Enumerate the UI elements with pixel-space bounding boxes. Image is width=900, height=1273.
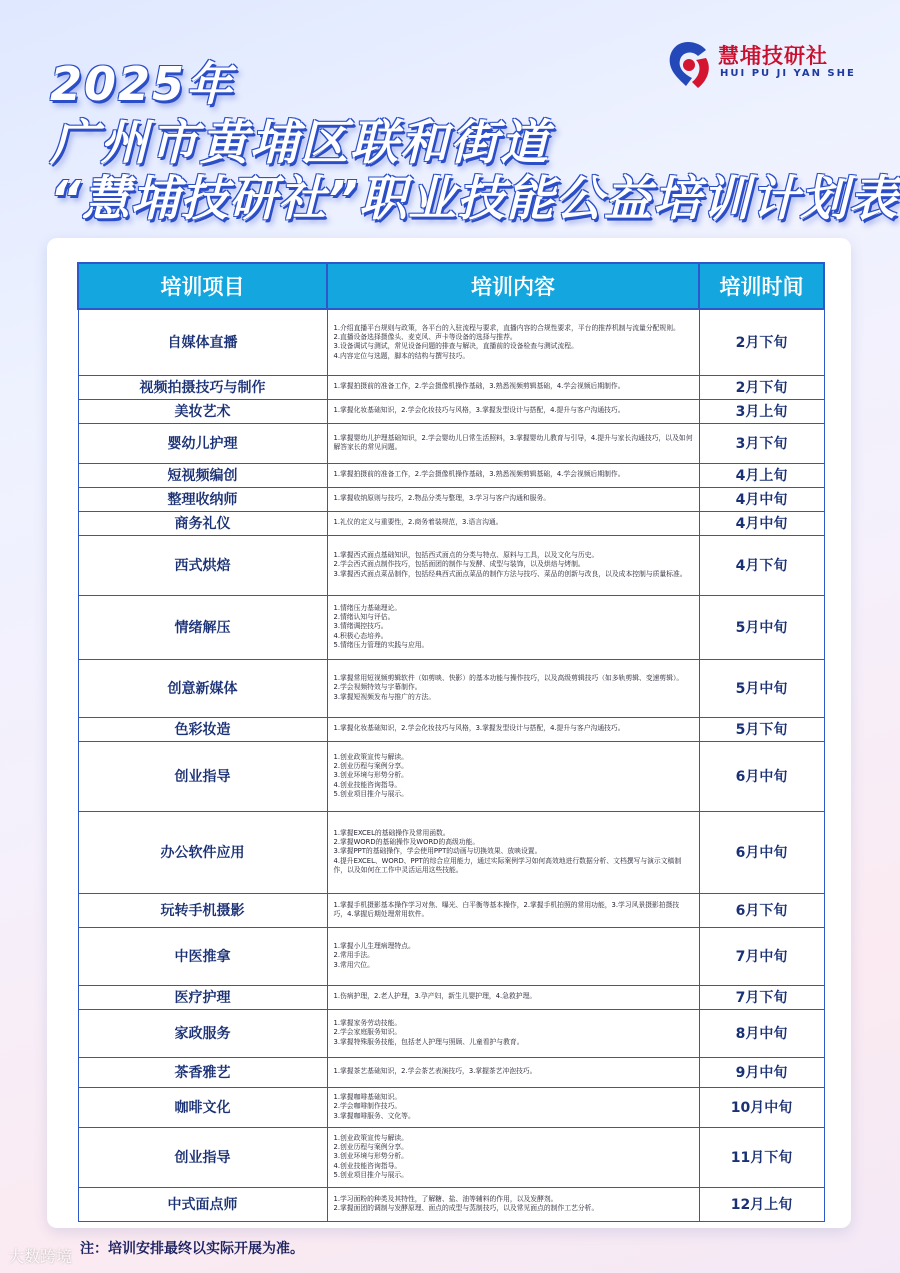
project-name: 整理收纳师 (78, 487, 327, 511)
project-content (327, 1009, 699, 1057)
table-row (78, 985, 824, 1009)
content-line: 2.学会西式面点制作技巧，包括面团的制作与发酵、成型与装饰，以及烘焙与烤制。 (333, 560, 585, 569)
table-row (78, 927, 824, 985)
project-name: 创业指导 (78, 741, 327, 811)
content-line: 4.内容定位与选题，脚本的结构与撰写技巧。 (333, 351, 470, 360)
content-line: 4.创业技能咨询指导。 (333, 780, 402, 789)
project-content (327, 423, 699, 463)
project-name: 咖啡文化 (78, 1087, 327, 1127)
project-content (327, 1187, 699, 1221)
project-name: 茶香雅艺 (78, 1057, 327, 1087)
project-name: 医疗护理 (78, 985, 327, 1009)
project-time: 5月中旬 (699, 659, 824, 717)
table-row (78, 511, 824, 535)
project-name: 玩转手机摄影 (78, 893, 327, 927)
table-row (78, 1009, 824, 1057)
project-content (327, 811, 699, 893)
project-content (327, 893, 699, 927)
content-line: 3.掌握特殊服务技能，包括老人护理与照顾、儿童看护与教育。 (333, 1037, 524, 1046)
table-row (78, 375, 824, 399)
content-line: 1.掌握婴幼儿护理基础知识，2.学会婴幼儿日常生活照料，3.掌握婴幼儿教育与引导，4.提升与家长沟通技巧，以及如何解答家长的常见问题。 (333, 433, 693, 451)
content-line: 1.掌握咖啡基础知识。 (333, 1092, 402, 1101)
project-time: 4月下旬 (699, 535, 824, 595)
project-name: 创意新媒体 (78, 659, 327, 717)
content-line: 2.创业历程与案例分享。 (333, 1142, 408, 1151)
project-content (327, 487, 699, 511)
project-time: 3月下旬 (699, 423, 824, 463)
table-row (78, 811, 824, 893)
table-row (78, 399, 824, 423)
project-name: 色彩妆造 (78, 717, 327, 741)
content-line: 1.学习面粉的种类及其特性，了解糖、盐、油等辅料的作用，以及发酵剂。 (333, 1194, 558, 1203)
content-line: 1.掌握拍摄前的准备工作，2.学会摄像机操作基础，3.熟悉视频剪辑基础，4.学会视频后期制作。 (333, 470, 625, 479)
project-time: 9月中旬 (699, 1057, 824, 1087)
project-content (327, 985, 699, 1009)
table-row (78, 535, 824, 595)
table-row (78, 463, 824, 487)
content-line: 1.介绍直播平台规则与政策，各平台的入驻流程与要求，直播内容的合规性要求，平台的推荐机制与流量分配规则。 (333, 323, 680, 332)
content-line: 1.掌握化妆基础知识，2.学会化妆技巧与风格，3.掌握发型设计与搭配，4.提升与客户沟通技巧。 (333, 406, 625, 415)
content-line: 2.创业历程与案例分享。 (333, 761, 408, 770)
project-content (327, 1127, 699, 1187)
content-line: 3.掌握咖啡服务、文化等。 (333, 1111, 415, 1120)
table-row (78, 659, 824, 717)
schedule-card (47, 238, 851, 1228)
content-line: 1.掌握常用短视频剪辑软件（如剪映、快影）的基本功能与操作技巧，以及高级剪辑技巧（如多轨剪辑、变速剪辑）。 (333, 673, 684, 682)
project-name: 办公软件应用 (78, 811, 327, 893)
content-line: 1.掌握小儿生理病理特点。 (333, 941, 415, 950)
content-line: 1.掌握拍摄前的准备工作，2.学会摄像机操作基础，3.熟悉视频剪辑基础，4.学会视频后期制作。 (333, 382, 625, 391)
project-name: 中式面点师 (78, 1187, 327, 1221)
content-line: 3.情绪调控技巧。 (333, 622, 388, 631)
project-name: 婴幼儿护理 (78, 423, 327, 463)
table-row (78, 1087, 824, 1127)
project-name: 商务礼仪 (78, 511, 327, 535)
footnote: 注：培训安排最终以实际开展为准。 (80, 1241, 304, 1257)
content-line: 1.掌握EXCEL的基础操作及常用函数。 (333, 828, 450, 837)
project-content (327, 1057, 699, 1087)
content-line: 2.直播设备选择摄像头、麦克风、声卡等设备的选择与推荐。 (333, 332, 517, 341)
project-time: 2月下旬 (699, 309, 824, 375)
content-line: 2.学会家庭服务知识。 (333, 1028, 402, 1037)
content-line: 1.掌握手机摄影基本操作学习对焦、曝光、白平衡等基本操作，2.掌握手机拍照的常用功能，3.学习风景摄影拍摄技巧，4.掌握后期处理常用软件。 (333, 900, 680, 918)
title-district: 广州市黄埔区联和街道 (50, 115, 551, 171)
content-line: 3.设备调试与测试，常见设备问题的排查与解决，直播前的设备检查与测试流程。 (333, 342, 578, 351)
content-line: 2.常用手法。 (333, 951, 374, 960)
logo (662, 34, 856, 94)
content-line: 3.掌握短视频发布与推广的方法。 (333, 692, 436, 701)
table-row (78, 717, 824, 741)
content-line: 1.创业政策宣传与解读。 (333, 752, 408, 761)
content-line: 5.创业项目推介与展示。 (333, 1171, 408, 1180)
project-content (327, 741, 699, 811)
title-year: 2025年 (50, 57, 235, 111)
table-row (78, 309, 824, 375)
project-name: 西式烘焙 (78, 535, 327, 595)
project-time: 8月中旬 (699, 1009, 824, 1057)
project-name: 短视频编创 (78, 463, 327, 487)
logo-name: 慧埔技研社 (718, 44, 828, 68)
project-name: 情绪解压 (78, 595, 327, 659)
project-time: 12月上旬 (699, 1187, 824, 1221)
table-row (78, 1187, 824, 1221)
project-time: 4月上旬 (699, 463, 824, 487)
project-content (327, 309, 699, 375)
content-line: 1.掌握家务劳动技能。 (333, 1018, 402, 1027)
content-line: 1.创业政策宣传与解读。 (333, 1133, 408, 1142)
title-plan: “慧埔技研社”职业技能公益培训计划表 (50, 171, 898, 227)
project-time: 6月中旬 (699, 811, 824, 893)
content-line: 2.掌握WORD的基础操作及WORD的高级功能。 (333, 837, 480, 846)
project-time: 3月上旬 (699, 399, 824, 423)
project-name: 美妆艺术 (78, 399, 327, 423)
content-line: 1.情绪压力基础理论。 (333, 603, 402, 612)
project-time: 6月中旬 (699, 741, 824, 811)
header-content: 培训内容 (327, 263, 699, 309)
header-project: 培训项目 (78, 263, 327, 309)
table-row (78, 1127, 824, 1187)
table-row (78, 595, 824, 659)
content-line: 3.创业环境与形势分析。 (333, 771, 408, 780)
table-row (78, 893, 824, 927)
content-line: 3.常用穴位。 (333, 960, 374, 969)
project-content (327, 399, 699, 423)
project-time: 7月中旬 (699, 927, 824, 985)
project-time: 7月下旬 (699, 985, 824, 1009)
project-time: 4月中旬 (699, 487, 824, 511)
project-content (327, 659, 699, 717)
project-content (327, 927, 699, 985)
table-row (78, 487, 824, 511)
content-line: 4.积极心态培养。 (333, 631, 388, 640)
project-time: 4月中旬 (699, 511, 824, 535)
project-time: 10月中旬 (699, 1087, 824, 1127)
watermark: 大数跨境 (8, 1247, 73, 1266)
schedule-table (77, 262, 825, 1222)
header-time: 培训时间 (699, 263, 824, 309)
project-name: 自媒体直播 (78, 309, 327, 375)
content-line: 2.学会咖啡制作技巧。 (333, 1102, 402, 1111)
table-header-row (78, 263, 824, 309)
project-time: 6月下旬 (699, 893, 824, 927)
content-line: 3.掌握西式面点菜品制作，包括经典西式面点菜品的制作方法与技巧、菜品的创新与改良，以及成本控制与质量标准。 (333, 569, 687, 578)
project-time: 5月中旬 (699, 595, 824, 659)
content-line: 5.情绪压力管理的实践与应用。 (333, 641, 429, 650)
content-line: 1.掌握化妆基础知识，2.学会化妆技巧与风格，3.掌握发型设计与搭配，4.提升与客户沟通技巧。 (333, 724, 625, 733)
project-content (327, 463, 699, 487)
project-content (327, 511, 699, 535)
content-line: 3.创业环境与形势分析。 (333, 1152, 408, 1161)
content-line: 3.掌握PPT的基础操作，学会使用PPT的动画与切换效果、放映设置。 (333, 847, 542, 856)
project-content (327, 717, 699, 741)
project-content (327, 1087, 699, 1127)
content-line: 1.掌握收纳原则与技巧，2.物品分类与整理，3.学习与客户沟通和服务。 (333, 494, 551, 503)
project-time: 11月下旬 (699, 1127, 824, 1187)
content-line: 4.提升EXCEL、WORD、PPT的综合应用能力，通过实际案例学习如何高效地进行数据分析、文档撰写与演示文稿制作，以及如何在工作中灵活运用这些技能。 (333, 856, 682, 875)
content-line: 1.伤病护理，2.老人护理，3.孕产妇，新生儿婴护理，4.急救护理。 (333, 992, 537, 1001)
table-row (78, 1057, 824, 1087)
project-name: 创业指导 (78, 1127, 327, 1187)
logo-mark-icon (662, 38, 714, 90)
content-line: 2.学会视频特效与字幕制作。 (333, 683, 422, 692)
project-content (327, 595, 699, 659)
table-row (78, 423, 824, 463)
project-name: 中医推拿 (78, 927, 327, 985)
project-content (327, 535, 699, 595)
table-body (78, 309, 824, 1221)
project-name: 家政服务 (78, 1009, 327, 1057)
content-line: 2.情绪认知与评估。 (333, 612, 395, 621)
project-time: 2月下旬 (699, 375, 824, 399)
project-name: 视频拍摄技巧与制作 (78, 375, 327, 399)
content-line: 2.掌握面团的调制与发酵原理、面点的成型与蒸制技巧，以及常见面点的制作工艺分析。 (333, 1204, 599, 1212)
content-line: 1.掌握西式面点基础知识，包括西式面点的分类与特点、原料与工具，以及文化与历史。 (333, 550, 599, 559)
content-line: 5.创业项目推介与展示。 (333, 790, 408, 799)
content-line: 1.礼仪的定义与重要性，2.商务着装规范，3.语言沟通。 (333, 518, 503, 527)
project-content (327, 375, 699, 399)
project-time: 5月下旬 (699, 717, 824, 741)
table-row (78, 741, 824, 811)
logo-pinyin: HUI PU JI YAN SHE (720, 68, 856, 79)
content-line: 4.创业技能咨询指导。 (333, 1161, 402, 1170)
content-line: 1.掌握茶艺基础知识，2.学会茶艺表演技巧，3.掌握茶艺冲泡技巧。 (333, 1067, 537, 1076)
